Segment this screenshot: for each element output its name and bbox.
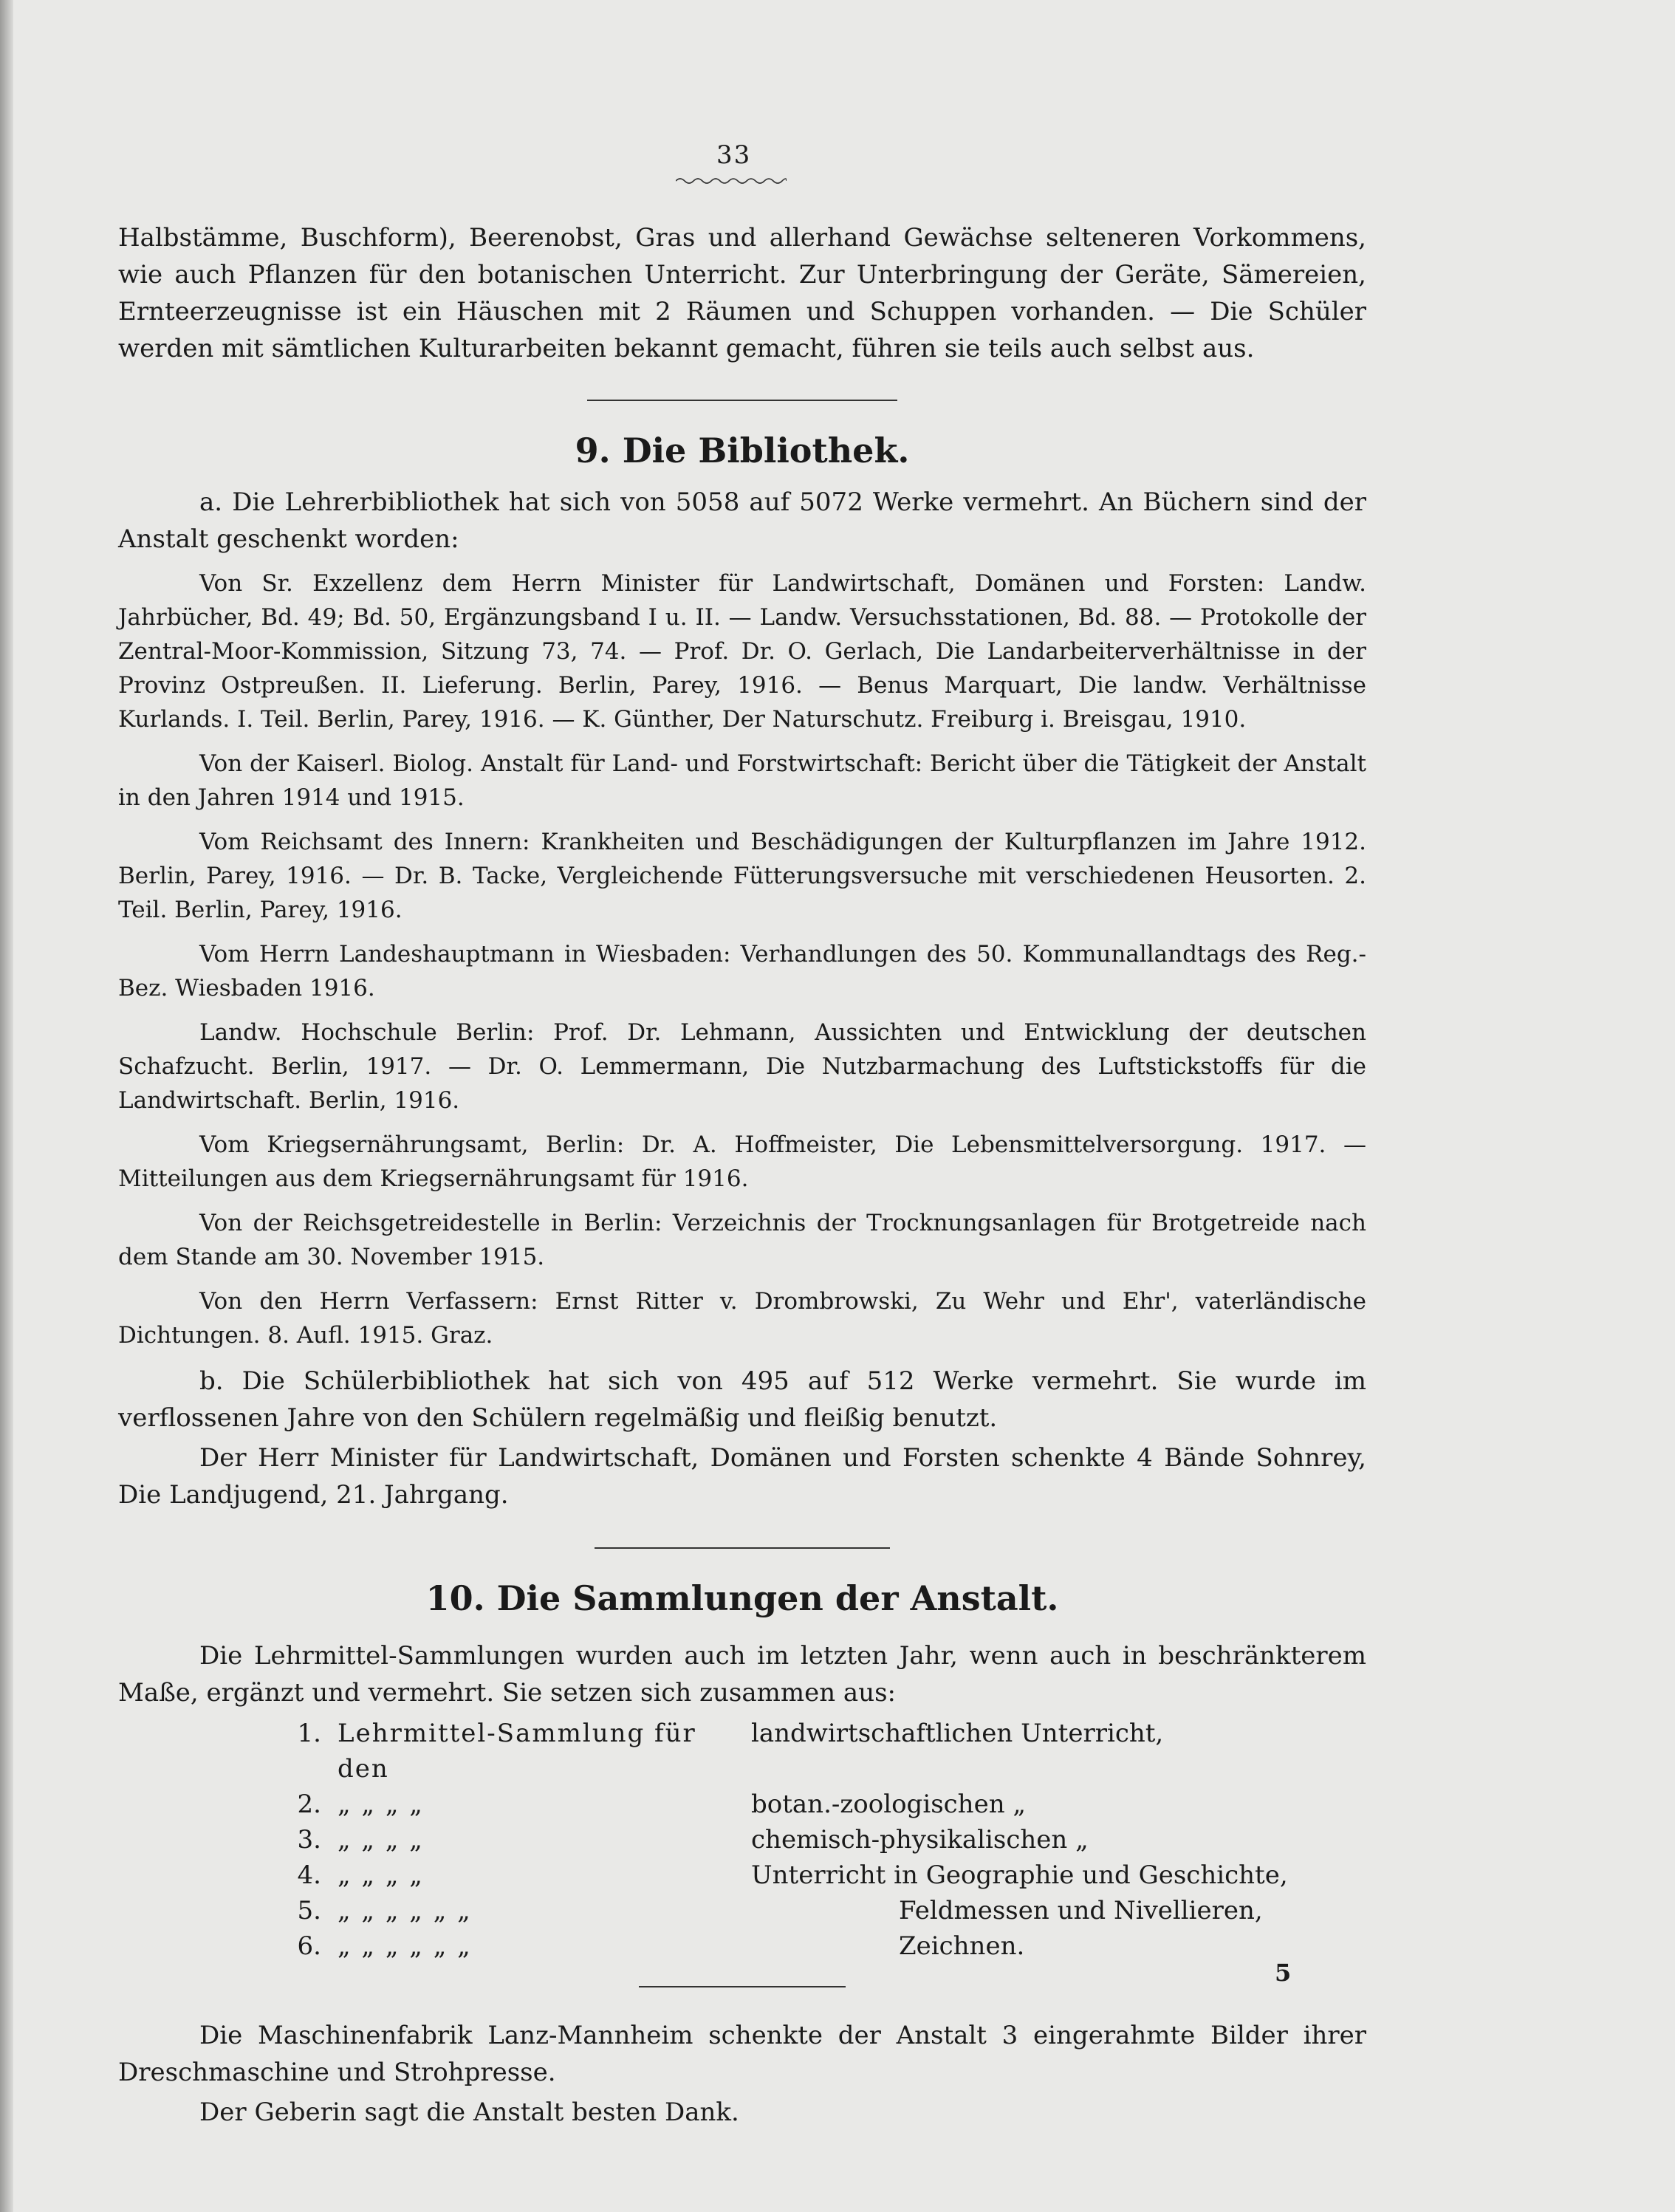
item-number: 6.	[297, 1931, 321, 1961]
list-item	[118, 1857, 1366, 1893]
item-text: landwirtschaftlichen Unterricht,	[751, 1719, 1164, 1748]
collections-list	[118, 1716, 1366, 1964]
donation-entry: Von den Herrn Verfassern: Ernst Ritter v. Drombrowski, Zu Wehr und Ehr', vaterländische Dichtungen. 8. Aufl. 1915. Graz.	[118, 1288, 1366, 1349]
list-item	[118, 1787, 1366, 1822]
section-9-heading: 9. Die Bibliothek.	[575, 431, 910, 470]
item-number: 4.	[297, 1860, 321, 1890]
intro-paragraph: Halbstämme, Buschform), Beerenobst, Gras und allerhand Gewächse selteneren Vorkommens, wie auch Pflanzen für den botanischen Unterricht. Zur Unterbringung der Geräte, Sämereien, Ernteerzeugnisse ist ein Häuschen mit 2 Räumen und Schuppen vorhanden. — Die Schüler werden mit sämtlichen Kulturarbeiten bekannt gemacht, führen sie teils auch selbst aus.	[118, 223, 1366, 363]
divider	[587, 400, 897, 401]
collections-intro: Die Lehrmittel-Sammlungen wurden auch im letzten Jahr, wenn auch in beschränkterem Maße, ergänzt und vermehrt. Sie setzen sich zusammen aus:	[118, 1641, 1366, 1708]
item-ditto: Lehrmittel-Sammlung für den	[338, 1719, 696, 1784]
donation-entry: Landw. Hochschule Berlin: Prof. Dr. Lehmann, Aussichten und Entwicklung der deutschen Schafzucht. Berlin, 1917. — Dr. O. Lemmermann, Die Nutzbarmachung des Luftstickstoffs für die Landwirtschaft. Berlin, 1916.	[118, 1019, 1366, 1114]
scan-edge	[0, 0, 13, 2212]
library-students-paragraph: b. Die Schülerbibliothek hat sich von 495 auf 512 Werke vermehrt. Sie wurde im verflossenen Jahre von den Schülern regelmäßig und fleißig benutzt.	[118, 1366, 1366, 1433]
item-ditto: „ „ „ „ „ „	[338, 1931, 472, 1961]
divider	[595, 1547, 890, 1549]
item-ditto: „ „ „ „	[338, 1825, 424, 1855]
thanks-paragraph: Der Geberin sagt die Anstalt besten Dank.	[199, 2098, 739, 2127]
item-ditto: „ „ „ „ „ „	[338, 1896, 472, 1925]
item-number: 1.	[297, 1719, 321, 1748]
section-10-heading: 10. Die Sammlungen der Anstalt.	[425, 1578, 1059, 1618]
library-teachers-paragraph: a. Die Lehrerbibliothek hat sich von 5058 auf 5072 Werke vermehrt. An Büchern sind der Anstalt geschenkt worden:	[118, 487, 1366, 554]
list-item	[118, 1928, 1366, 1964]
divider	[639, 1986, 846, 1987]
donation-entry: Vom Herrn Landeshauptmann in Wiesbaden: Verhandlungen des 50. Kommunallandtags des Reg.-Bez. Wiesbaden 1916.	[118, 941, 1366, 1001]
item-text: botan.-zoologischen „	[751, 1790, 1027, 1819]
donation-entry: Von Sr. Exzellenz dem Herrn Minister für Landwirtschaft, Domänen und Forsten: Landw. Jahrbücher, Bd. 49; Bd. 50, Ergänzungsband I u. II. — Landw. Versuchsstationen, Bd. 88. — Protokolle der Zentral-Moor-Kommission, Sitzung 73, 74. — Prof. Dr. O. Gerlach, Die Landarbeiterverhältnisse in der Provinz Ostpreußen. II. Lieferung. Berlin, Parey, 1916. — Benus Marquart, Die landw. Verhältnisse Kurlands. I. Teil. Berlin, Parey, 1916. — K. Günther, Der Naturschutz. Freiburg i. Breisgau, 1910.	[118, 570, 1366, 733]
item-number: 3.	[297, 1825, 321, 1855]
item-ditto: „ „ „ „	[338, 1860, 424, 1890]
list-item	[118, 1716, 1366, 1787]
item-number: 5.	[297, 1896, 321, 1925]
item-text: Unterricht in Geographie und Geschichte,	[751, 1860, 1288, 1890]
donation-list	[118, 566, 1366, 1352]
list-item	[118, 1822, 1366, 1857]
item-number: 2.	[297, 1790, 321, 1819]
item-ditto: „ „ „ „	[338, 1790, 424, 1819]
donation-entry: Von der Reichsgetreidestelle in Berlin: Verzeichnis der Trocknungsanlagen für Brotgetreide nach dem Stande am 30. November 1915.	[118, 1210, 1366, 1270]
list-item	[118, 1893, 1366, 1928]
page-number: 33	[716, 140, 752, 170]
lanz-gift-paragraph: Die Maschinenfabrik Lanz-Mannheim schenkte der Anstalt 3 eingerahmte Bilder ihrer Dreschmaschine und Strohpresse.	[118, 2021, 1366, 2087]
item-text: chemisch-physikalischen „	[751, 1825, 1089, 1855]
minister-gift-paragraph: Der Herr Minister für Landwirtschaft, Domänen und Forsten schenkte 4 Bände Sohnrey, Die Landjugend, 21. Jahrgang.	[118, 1443, 1366, 1510]
item-text: Zeichnen.	[899, 1931, 1025, 1961]
item-text: Feldmessen und Nivellieren,	[899, 1896, 1263, 1925]
donation-entry: Vom Kriegsernährungsamt, Berlin: Dr. A. Hoffmeister, Die Lebensmittelversorgung. 1917. — Mitteilungen aus dem Kriegsernährungsamt für 1916.	[118, 1131, 1366, 1192]
page-body	[118, 137, 1366, 2131]
donation-entry: Vom Reichsamt des Innern: Krankheiten und Beschädigungen der Kulturpflanzen im Jahre 1912. Berlin, Parey, 1916. — Dr. B. Tacke, Vergleichende Fütterungsversuche mit verschiedenen Heusorten. 2. Teil. Berlin, Parey, 1916.	[118, 829, 1366, 923]
signature-number: 5	[1275, 1959, 1292, 1987]
donation-entry: Von der Kaiserl. Biolog. Anstalt für Land- und Forstwirtschaft: Bericht über die Tätigkeit der Anstalt in den Jahren 1914 und 1915.	[118, 750, 1366, 811]
